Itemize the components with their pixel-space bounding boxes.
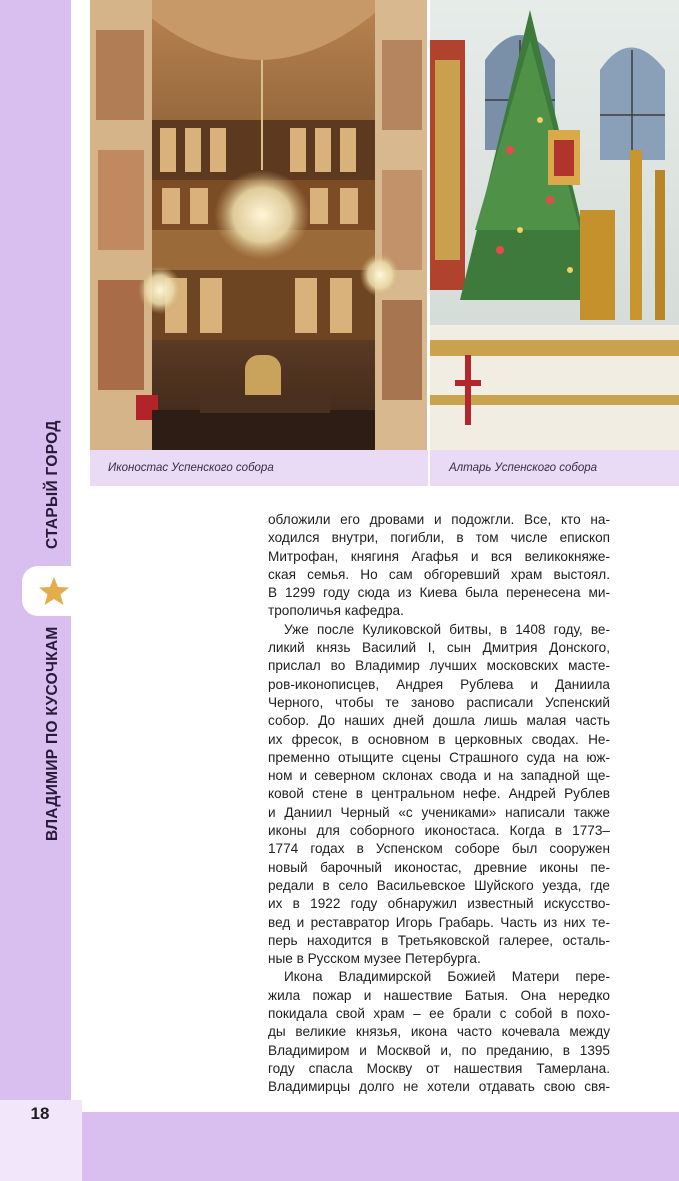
text-line: ные в Русском музее Петербурга. xyxy=(268,951,481,967)
text-line: их в 1922 году обнаружил известный искусство- xyxy=(268,896,610,912)
text-line: собор. До наших дней дошла лишь малая часть xyxy=(268,713,610,729)
star-icon xyxy=(38,576,70,606)
text-line: В 1299 году сюда из Киева была перенесена ми- xyxy=(268,585,610,601)
text-line: ров-иконописцев, Андрея Рублева и Даниила xyxy=(268,676,610,692)
right-photo-caption: Алтарь Успенского собора xyxy=(449,462,598,474)
text-line: жила пожар и нашествие Батыя. Она нередко xyxy=(268,987,610,1003)
text-line: новый барочный иконостас, древние иконы пе- xyxy=(268,859,610,875)
paragraph-1 xyxy=(268,511,610,621)
text-line: Черного, чтобы те заново расписали Успенский xyxy=(268,694,610,710)
text-line: Митрофан, княгиня Агафья и вся великокняже- xyxy=(268,548,610,564)
text-line: вед и реставратор Игорь Грабарь. Часть из них те- xyxy=(268,914,610,930)
text-line: году спасла Москву от нашествия Тамерлана. xyxy=(268,1060,610,1076)
text-line: иконы для соборного иконостаса. Когда в 1773– xyxy=(268,823,610,839)
section-title: СТАРЫЙ ГОРОД xyxy=(44,420,61,549)
text-line: обложили его дровами и подожгли. Все, кто на- xyxy=(268,512,610,527)
page-number: 18 xyxy=(30,1104,50,1123)
text-line: ковой стене в центральном нефе. Андрей Рублев xyxy=(268,786,610,802)
text-line: прислал во Владимир лучших московских масте- xyxy=(268,658,610,674)
text-line: Владимиром и Москвой и, по преданию, в 1395 xyxy=(268,1042,610,1058)
left-photo-caption: Иконостас Успенского собора xyxy=(108,462,274,474)
text-line: ном и северном склонах свода и на западной ще- xyxy=(268,768,610,784)
text-line: редали в село Васильевское Шуйского уезда, где xyxy=(268,877,610,893)
text-line: ская семья. Но сам обгоревший храм выстоял. xyxy=(268,566,610,582)
text-line: Уже после Куликовской битвы, в 1408 году, ве- xyxy=(284,621,610,637)
body-text xyxy=(268,511,610,1097)
altar-photo xyxy=(430,0,679,450)
text-line: и Даниил Черный «с учениками» написали также xyxy=(268,804,610,820)
text-line: перь находится в Третьяковской галерее, осталь- xyxy=(268,932,610,948)
caption-divider xyxy=(428,450,430,486)
text-line: ды великие князья, икона часто кочевала между xyxy=(268,1024,610,1040)
book-title: ВЛАДИМИР ПО КУСОЧКАМ xyxy=(44,626,61,841)
text-line: ходился внутри, погибли, в том числе епископ xyxy=(268,530,610,546)
text-line: 1774 годах в Успенском соборе был сооружен xyxy=(268,841,610,857)
sidebar-band xyxy=(0,0,71,1100)
text-line: Владимирцы долго не хотели отдавать свою свя- xyxy=(268,1079,610,1095)
paragraph-3 xyxy=(268,968,610,1096)
text-line: пременно отыщите сцены Страшного суда на юж- xyxy=(268,749,610,765)
paragraph-2 xyxy=(268,621,610,969)
text-line: их фресок, в основном в церковных сводах. Не- xyxy=(268,731,610,747)
footer-band xyxy=(82,1112,679,1181)
text-line: ликий князь Василий I, сын Дмитрия Донского, xyxy=(268,640,610,656)
text-line: покидала свой храм – ее брали с собой в похо- xyxy=(268,1006,610,1022)
text-line: Икона Владимирской Божией Матери пере- xyxy=(284,969,610,985)
text-line: трополичья кафедра. xyxy=(268,603,404,619)
iconostasis-photo xyxy=(90,0,427,450)
